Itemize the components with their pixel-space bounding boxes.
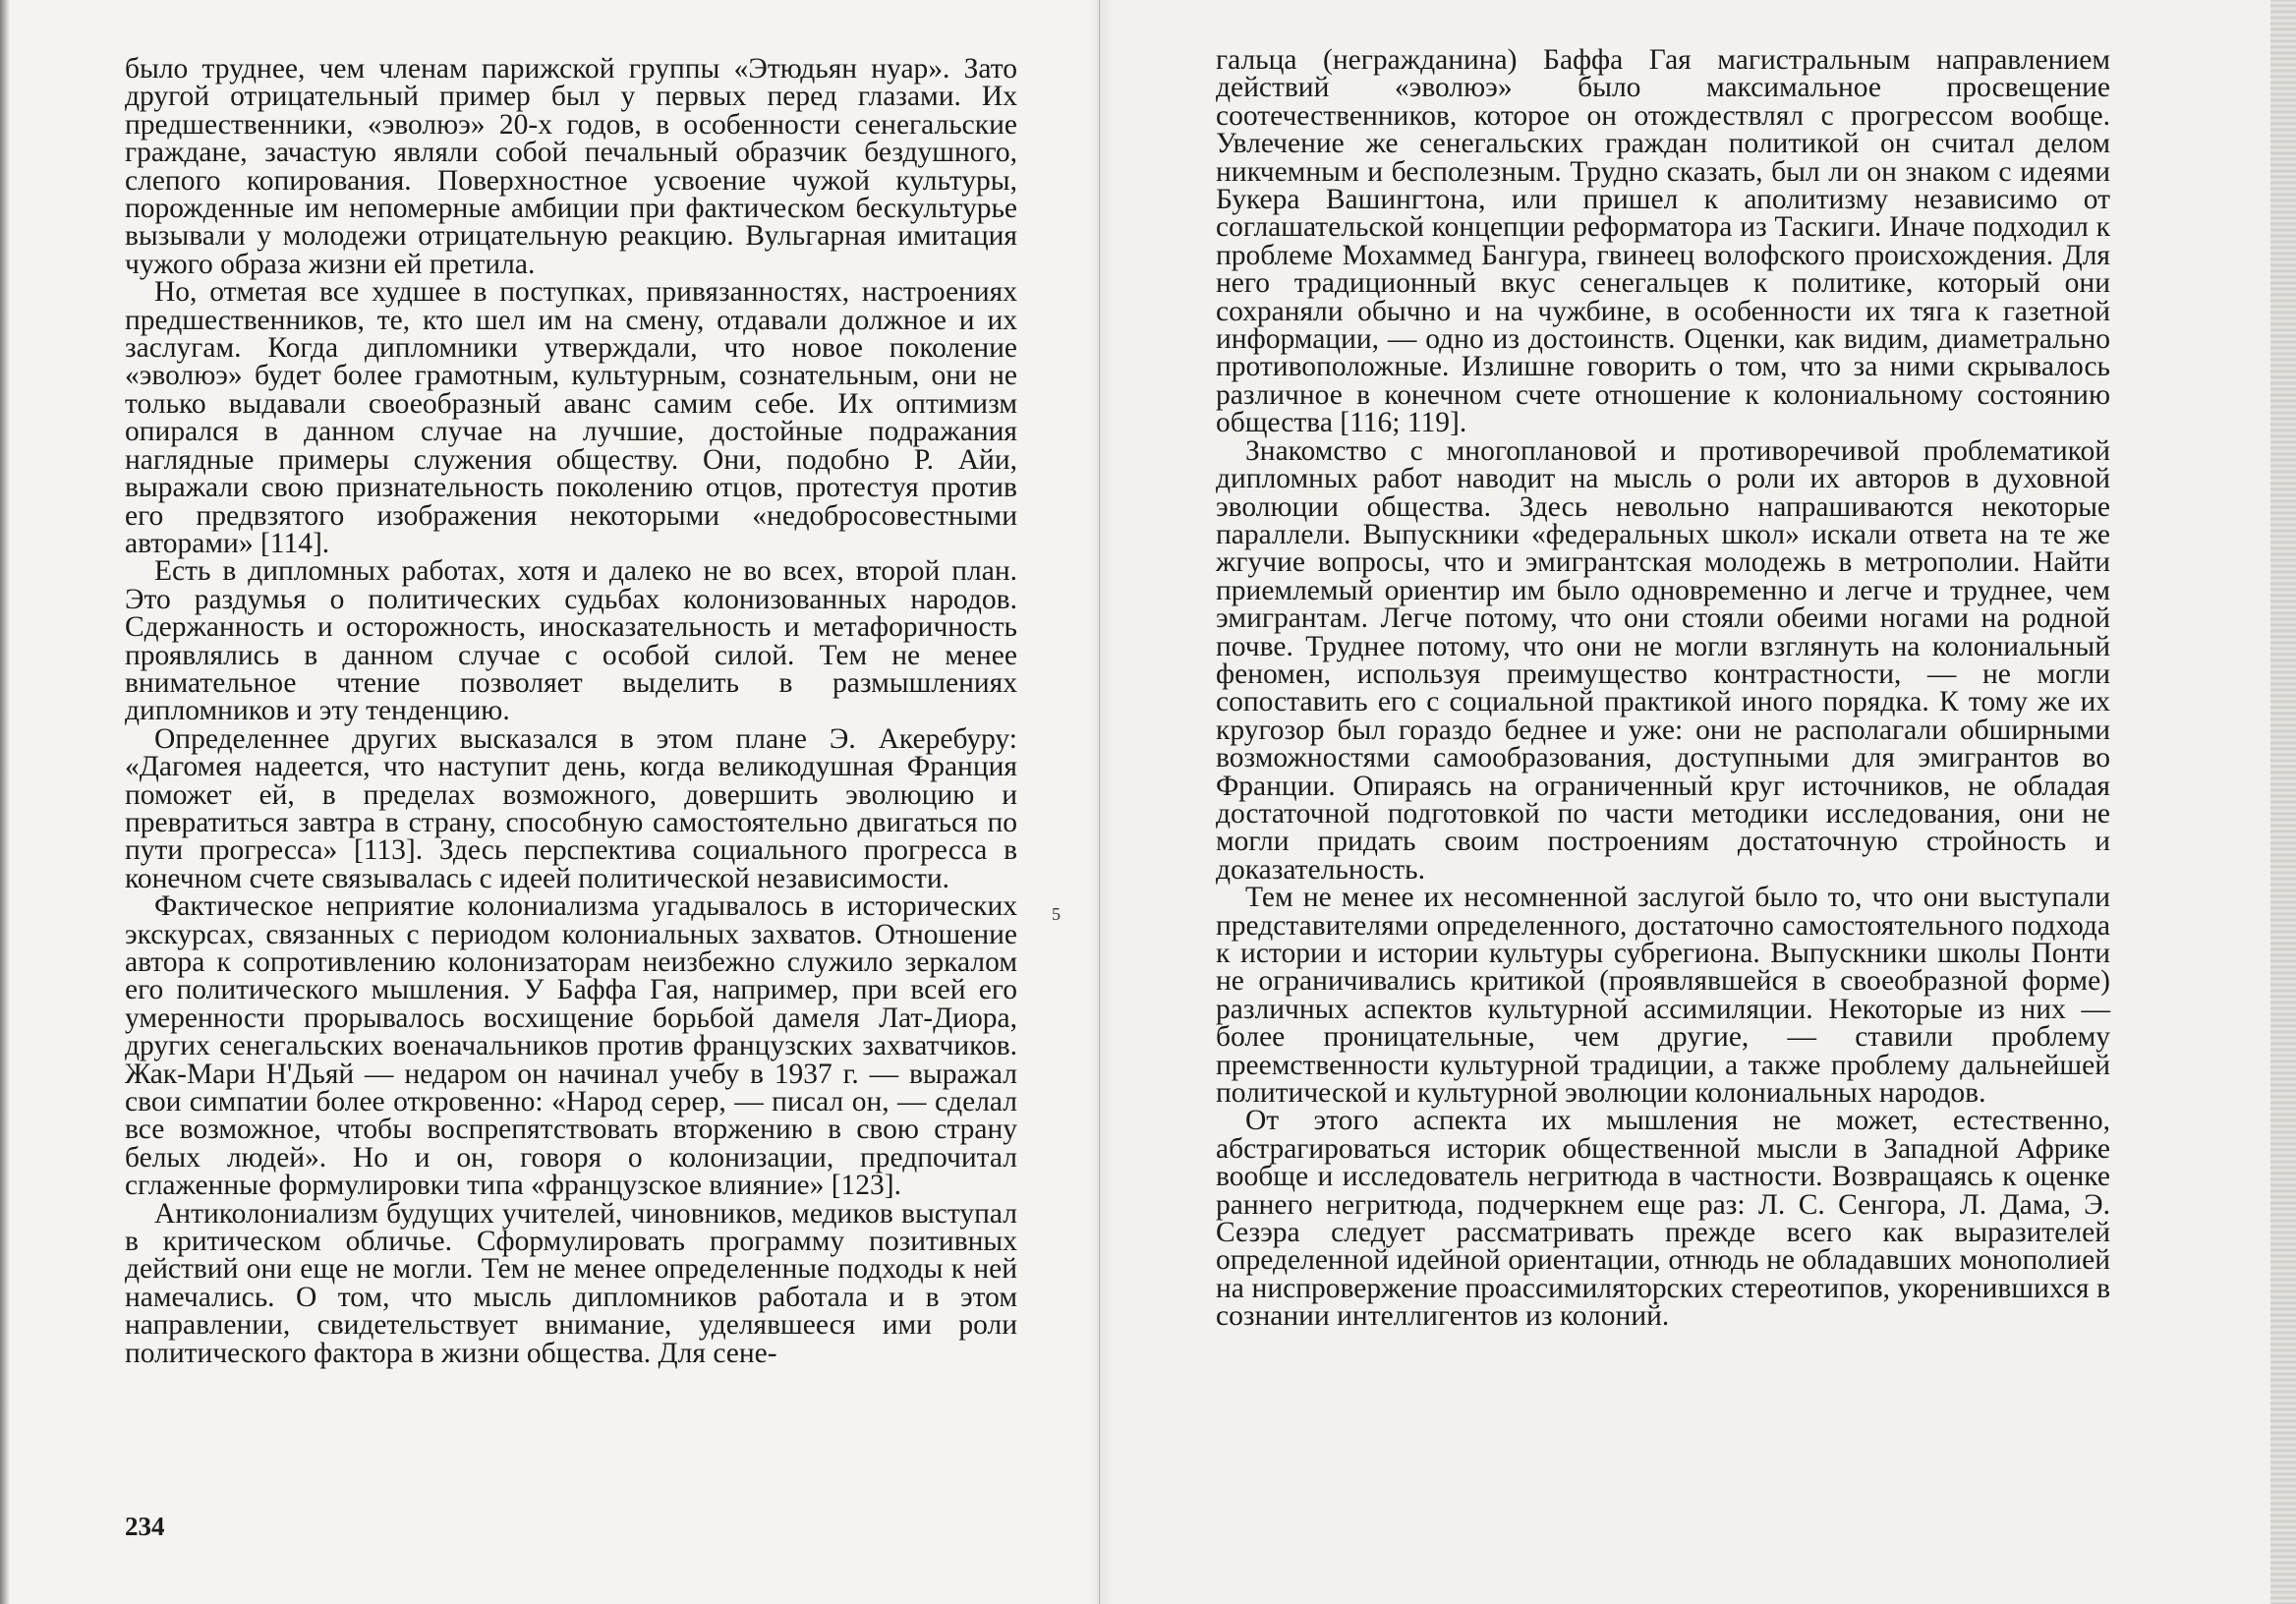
right-paragraph-4: От этого аспекта их мышления не может, естественно, абстрагироваться историк общественной мысли в Западной Африке вообще и исследователь негритюда в частности. Возвращаясь к оценке раннего негритюда, подчеркнем еще раз: Л. С. Сенгора, Л. Дама, Э. Сезэра следует рассматривать прежде всего как выразителей определенной идейной ориентации, отнюдь не обладавших монополией на ниспровержение проассимиляторских стереотипов, укоренившихся в сознании интеллигентов из колоний. (1216, 1105, 2110, 1333)
right-text-column (1216, 46, 2110, 1331)
margin-mark: 5 (1052, 904, 1061, 924)
left-paragraph-4: Определеннее других высказался в этом плане Э. Акеребуру: «Дагомея надеется, что наступит день, когда великодушная Франция поможет ей, в пределах возможного, довершить эволюцию и превратиться завтра в страну, способную самостоятельно двигаться по пути прогресса» [113]. Здесь перспектива социального прогресса в конечном счете связывалась с идеей политической независимости. (125, 722, 1017, 894)
page-number: 234 (125, 1512, 165, 1541)
book-gutter (1089, 0, 1111, 1604)
left-paragraph-6: Антиколониализм будущих учителей, чиновников, медиков выступал в критическом обличье. Сформулировать программу позитивных действий они еще не могли. Тем не менее определенные подходы к ней намечались. О том, что мысль дипломников работала и в этом направлении, свидетельствует внимание, уделявшееся ими роли политического фактора в жизни общества. Для сене- (125, 1197, 1017, 1369)
left-paragraph-2: Но, отметая все худшее в поступках, привязанностях, настроениях предшественников, те, кто шел им на смену, отдавали должное и их заслугам. Когда дипломники утверждали, что новое поколение «эволюэ» будет более грамотным, культурным, сознательным, они не только выдавали своеобразный аванс самим себе. Их оптимизм опирался в данном случае на лучшие, достойные подражания наглядные примеры служения обществу. Они, подобно Р. Айи, выражали свою признательность поколению отцов, протестуя против его предвзятого изображения некоторыми «недобросовестными авторами» [114]. (125, 276, 1017, 559)
left-scan-edge (0, 0, 10, 1604)
right-paragraph-1: гальца (негражданина) Баффа Гая магистральным направлением действий «эволюэ» было максимальное просвещение соотечественников, которое он отождествлял с прогрессом вообще. Увлечение же сенегальских граждан политикой он считал делом никчемным и бесполезным. Трудно сказать, был ли он знаком с идеями Букера Вашингтона, или пришел к аполитизму независимо от соглашательской концепции реформатора из Таскиги. Иначе подходил к проблеме Мохаммед Бангура, гвинеец волофского происхождения. Для него традиционный вкус сенегальцев к политике, который они сохраняли обычно и на чужбине, в особенности их тяга к газетной информации, — одно из достоинств. Оценки, как видим, диаметрально противоположные. Излишне говорить о том, что за ними скрывалось различное в конечном счете отношение к колониальному состоянию общества [116; 119]. (1216, 44, 2110, 439)
right-paragraph-2: Знакомство с многоплановой и противоречивой проблематикой дипломных работ наводит на мысль о роли их авторов в духовной эволюции общества. Здесь невольно напрашиваются некоторые параллели. Выпускники «федеральных школ» искали ответа на те же жгучие вопросы, что и эмигрантская молодежь в метрополии. Найти приемлемый ориентир им было одновременно и легче и труднее, чем эмигрантам. Легче потому, что они стояли обеими ногами на родной почве. Труднее потому, что они не могли взглянуть на колониальный феномен, используя преимущество контрастности, — не могли сопоставить его с социальной практикой иного порядка. К тому же их кругозор был гораздо беднее и уже: они не располагали обширными возможностями самообразования, доступными для эмигрантов во Франции. Опираясь на ограниченный круг источников, не обладая достаточной подготовкой по части методики исследования, они не могли придать своим построениям достаточную стройность и доказательность. (1216, 434, 2110, 886)
right-scan-edge (2270, 0, 2296, 1604)
right-paragraph-3: Тем не менее их несомненной заслугой было то, что они выступали представителями определенного, достаточно самостоятельного подхода к истории и истории культуры субрегиона. Выпускники школы Понти не ограничивались критикой (проявлявшейся в своеобразной форме) различных аспектов культурной ассимиляции. Некоторые из них — более проницательные, чем другие, — ставили проблему преемственности культурной традиции, а также проблему дальнейшей политической и культурной эволюции колониальных народов. (1216, 882, 2110, 1110)
left-paragraph-3: Есть в дипломных работах, хотя и далеко не во всех, второй план. Это раздумья о политических судьбах колонизованных народов. Сдержанность и осторожность, иносказательность и метафоричность проявлялись в данном случае с особой силой. Тем не менее внимательное чтение позволяет выделить в размышлениях дипломников и эту тенденцию. (125, 555, 1017, 727)
left-paragraph-5: Фактическое неприятие колониализма угадывалось в исторических экскурсах, связанных с периодом колониальных захватов. Отношение автора к сопротивлению колонизаторам неизбежно служило зеркалом его политического мышления. У Баффа Гая, например, при всей его умеренности прорывалось восхищение борьбой дамеля Лат-Диора, других сенегальских военачальников против французских захватчиков. Жак-Мари Н'Дьяй — недаром он начинал учебу в 1937 г. — выражал свои симпатии более откровенно: «Народ серер, — писал он, — сделал все возможное, чтобы воспрепятствовать вторжению в свою страну белых людей». Но и он, говоря о колонизации, предпочитал сглаженные формулировки типа «французское влияние» [123]. (125, 890, 1017, 1202)
gutter-fold-line (1099, 0, 1100, 1604)
left-paragraph-1: было труднее, чем членам парижской группы «Этюдьян нуар». Зато другой отрицательный пример был у первых перед глазами. Их предшественники, «эволюэ» 20-х годов, в особенности сенегальские граждане, зачастую являли собой печальный образчик бездушного, слепого копирования. Поверхностное усвоение чужой культуры, порожденные им непомерные амбиции при фактическом бескультурье вызывали у молодежи отрицательную реакцию. Вульгарная имитация чужого образа жизни ей претила. (125, 53, 1017, 280)
left-text-column (125, 55, 1017, 1367)
